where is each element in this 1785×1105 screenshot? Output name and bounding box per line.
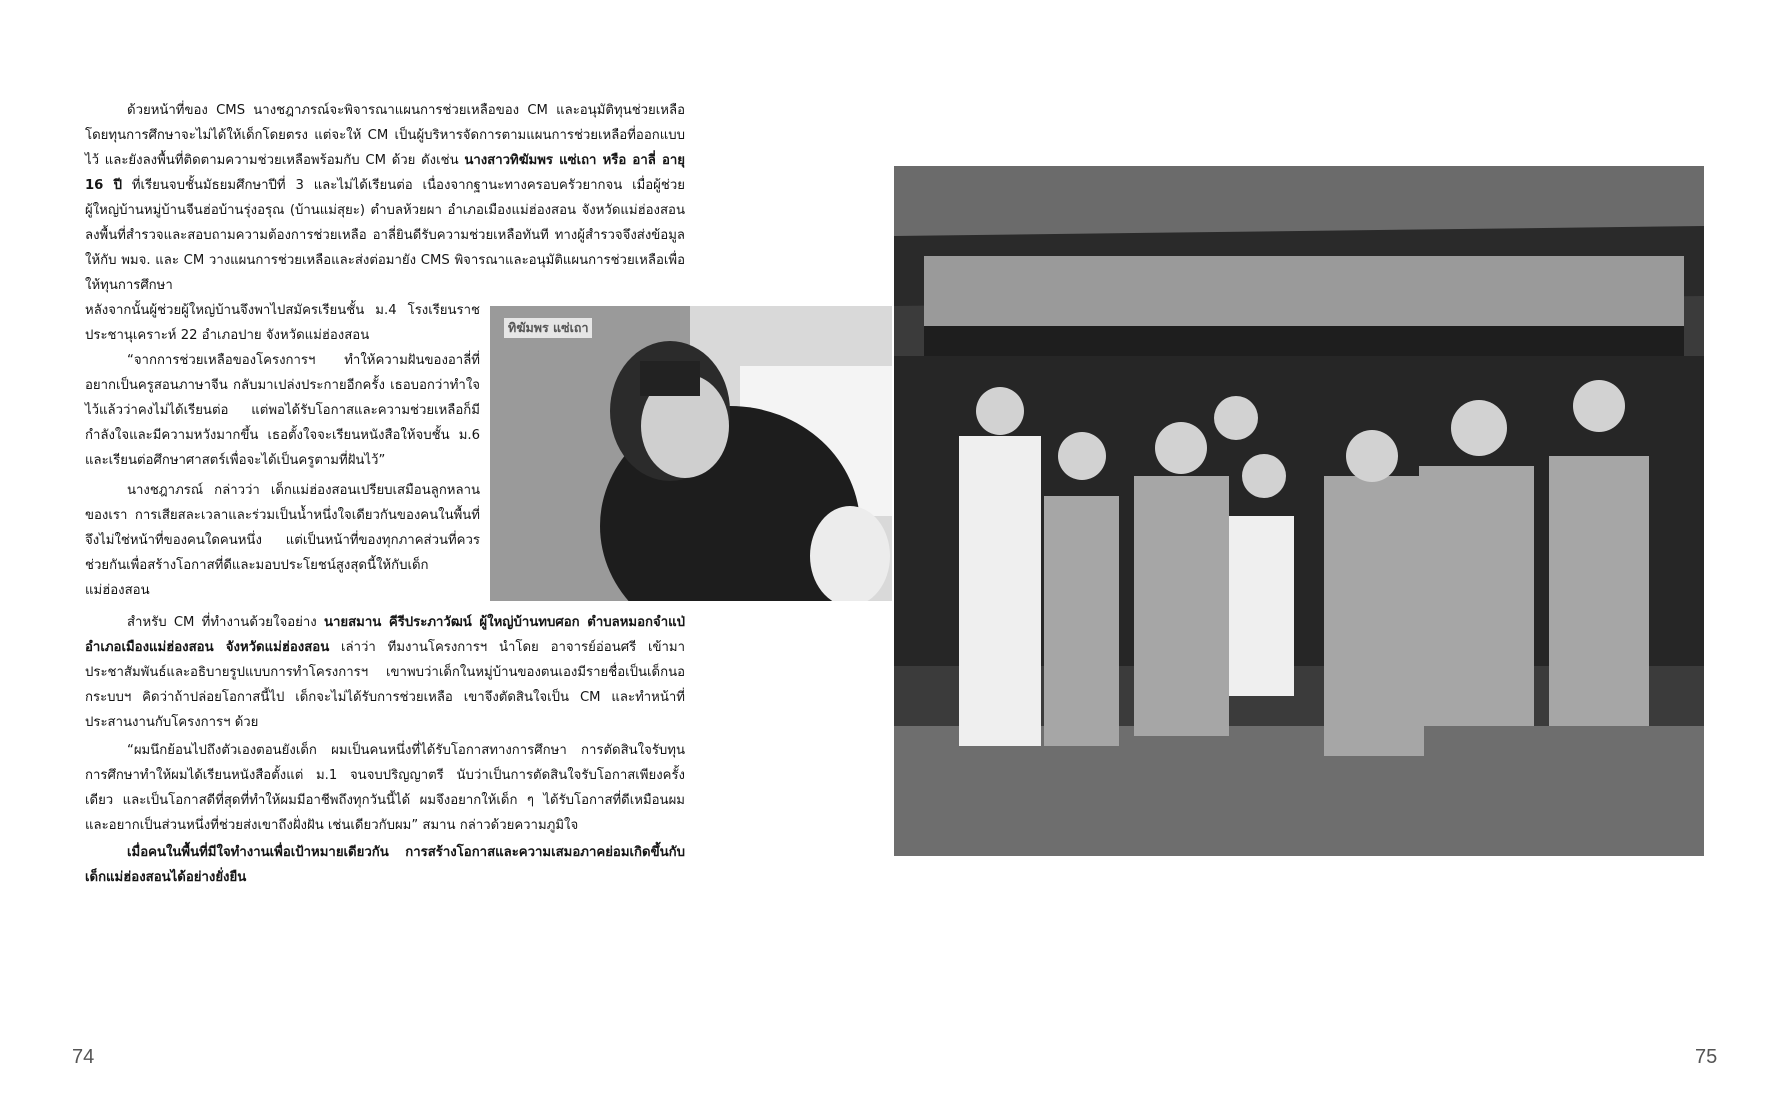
bold-text-run: เมื่อคนในพื้นที่มีใจทำงานเพื่อเป้าหมายเดียวกัน การสร้างโอกาสและความเสมอภาคย่อมเกิดขึ้นกับเด็กแม่ฮ่องสอนได้อย่างยั่งยืน xyxy=(85,845,685,885)
bold-text-run: นายสมาน คีรีประภาวัฒน์ ผู้ใหญ่บ้านทบศอก ตำบลหมอกจำแป่ อำเภอเมืองแม่ฮ่องสอน จังหวัดแม่ฮ่องสอน xyxy=(85,615,685,655)
text-run: เล่าว่า ทีมงานโครงการฯ นำโดย อาจารย์อ่อนศรี เข้ามาประชาสัมพันธ์และอธิบายรูปแบบการทำโครงการฯ เขาพบว่าเด็กในหมู่บ้านของตนเองมีรายชื่อเป็นเด็กนอกระบบฯ คิดว่าถ้าปล่อยโอกาสนี้ไป เด็กจะไม่ได้รับการช่วยเหลือ เขาจึงตัดสินใจเป็น CM และทำหน้าที่ประสานงานกับโครงการฯ ด้วย xyxy=(85,640,685,730)
text-run: สำหรับ CM ที่ทำงานด้วยใจอย่าง xyxy=(127,615,324,630)
closing-statement xyxy=(85,840,685,890)
text-run: “จากการช่วยเหลือของโครงการฯ ทำให้ความฝันของอาลี่ที่อยากเป็นครูสอนภาษาจีน กลับมาเปล่งประกายอีกครั้ง เธอบอกว่าทำใจไว้แล้วว่าคงไม่ได้เรียนต่อ แต่พอได้รับโอกาสและความช่วยเหลือก็มีกำลังใจและมีความหวังมากขึ้น เธอตั้งใจจะเรียนหนังสือให้จบชั้น ม.6 และเรียนต่อศึกษาศาสตร์เพื่อจะได้เป็นครูตามที่ฝันไว้” xyxy=(85,353,480,468)
text-run: ที่เรียนจบชั้นมัธยมศึกษาปีที่ 3 และไม่ได้เรียนต่อ เนื่องจากฐานะทางครอบครัวยากจน เมื่อผู้ช่วยผู้ใหญ่บ้านหมู่บ้านจีนฮ่อบ้านรุ่งอรุณ (บ้านแม่สุยะ) ตำบลห้วยผา อำเภอเมืองแม่ฮ่องสอน จังหวัดแม่ฮ่องสอน ลงพื้นที่สำรวจและสอบถามความต้องการช่วยเหลือ อาลี่ยินดีรับความช่วยเหลือทันที ทางผู้สำรวจจึงส่งข้อมูลให้กับ พมจ. และ CM วางแผนการช่วยเหลือและส่งต่อมายัง CMS พิจารณาและอนุมัติแผนการช่วยเหลือเพื่อให้ทุนการศึกษา xyxy=(85,178,685,293)
page-number-left: 74 xyxy=(72,1046,95,1068)
group-photo-image xyxy=(894,166,1704,856)
quote-ali xyxy=(85,348,480,473)
portrait-photo xyxy=(490,306,892,601)
text-run: หลังจากนั้นผู้ช่วยผู้ใหญ่บ้านจึงพาไปสมัครเรียนชั้น ม.4 โรงเรียนราชประชานุเคราะห์ 22 อำเภอปาย จังหวัดแม่ฮ่องสอน xyxy=(85,303,480,343)
body-paragraph-chadaporn xyxy=(85,478,480,603)
photo-caption: ทิฆัมพร แซ่เถา xyxy=(504,318,592,338)
text-run: ด้วยหน้าที่ของ CMS นางชฎาภรณ์จะพิจารณาแผนการช่วยเหลือของ CM และอนุมัติทุนช่วยเหลือ โดยทุนการศึกษาจะไม่ได้ให้เด็กโดยตรง แต่จะให้ CM เป็นผู้บริหารจัดการตามแผนการช่วยเหลือที่ออกแบบไว้ และยังลงพื้นที่ติดตามความช่วยเหลือพร้อมกับ CM ด้วย ดังเช่น xyxy=(85,103,685,168)
bold-text-run: นางสาวทิฆัมพร แซ่เถา หรือ อาลี่ อายุ 16 ปี xyxy=(85,153,685,193)
left-page xyxy=(0,0,892,1105)
body-paragraph-1 xyxy=(85,98,685,298)
body-paragraph-saman xyxy=(85,610,685,735)
quote-saman xyxy=(85,738,685,838)
group-photo xyxy=(894,166,1704,856)
text-run: “ผมนึกย้อนไปถึงตัวเองตอนยังเด็ก ผมเป็นคนหนึ่งที่ได้รับโอกาสทางการศึกษา การตัดสินใจรับทุนการศึกษาทำให้ผมได้เรียนหนังสือตั้งแต่ ม.1 จนจบปริญญาตรี นับว่าเป็นการตัดสินใจรับโอกาสเพียงครั้งเดียว และเป็นโอกาสดีที่สุดที่ทำให้ผมมีอาชีพถึงทุกวันนี้ได้ ผมจึงอยากให้เด็ก ๆ ได้รับโอกาสที่ดีเหมือนผม และอยากเป็นส่วนหนึ่งที่ช่วยส่งเขาถึงฝั่งฝัน เช่นเดียวกับผม” สมาน กล่าวด้วยความภูมิใจ xyxy=(85,743,685,833)
text-run: นางชฎาภรณ์ กล่าวว่า เด็กแม่ฮ่องสอนเปรียบเสมือนลูกหลานของเรา การเสียสละเวลาและร่วมเป็นน้ำหนึ่งใจเดียวกันของคนในพื้นที่จึงไม่ใช่หน้าที่ของคนใดคนหนึ่ง แต่เป็นหน้าที่ของทุกภาคส่วนที่ควรช่วยกันเพื่อสร้างโอกาสที่ดีและมอบประโยชน์สูงสุดนี้ให้กับเด็กแม่ฮ่องสอน xyxy=(85,483,480,598)
portrait-photo-image xyxy=(490,306,892,601)
body-paragraph-2 xyxy=(85,298,480,348)
page-number-right: 75 xyxy=(1695,1046,1718,1068)
